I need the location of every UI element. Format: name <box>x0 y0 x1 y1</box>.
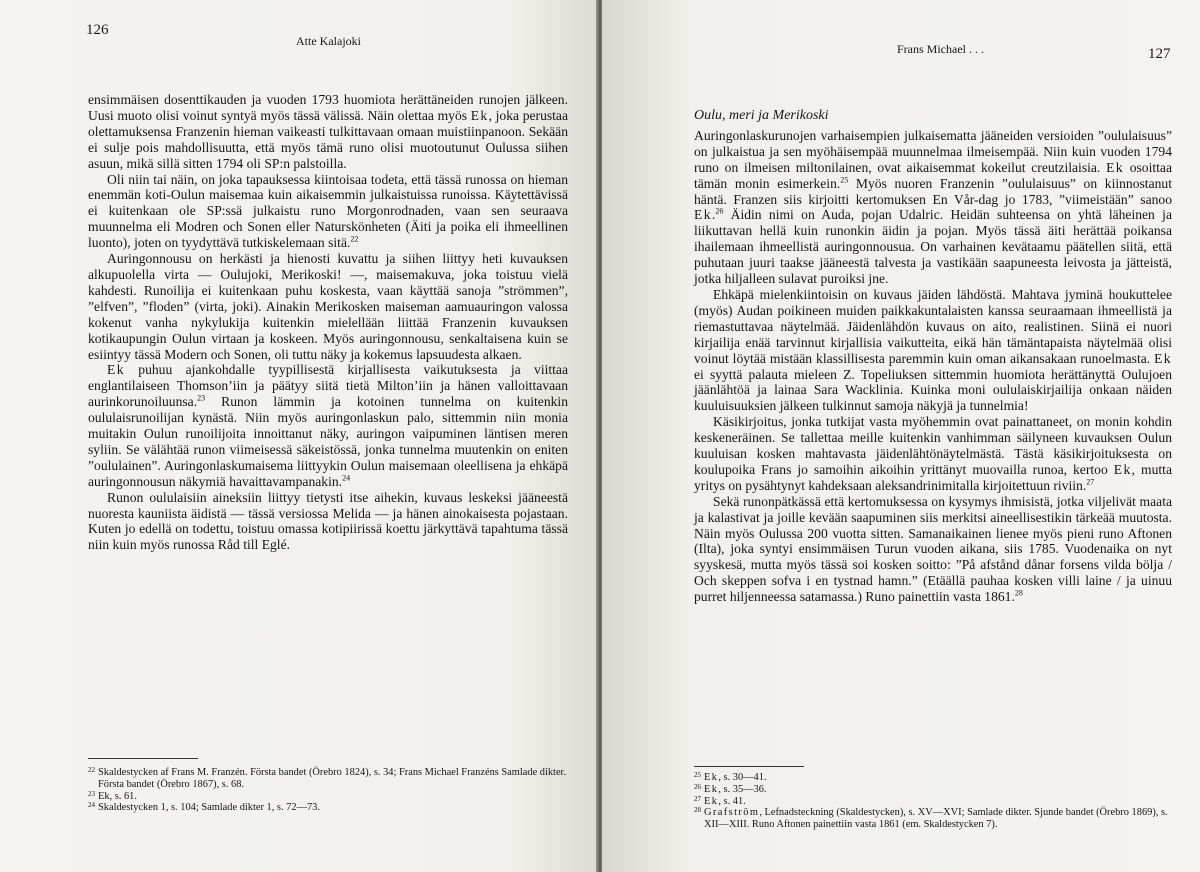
footnote <box>694 772 1172 784</box>
text-run: Oli niin tai näin, on joka tapauksessa kiintoisaa todeta, että tässä runossa on hieman enemmän koti-Oulun maisemaa kuin aikaisemmin julkaistuissa runoissa. Käytettävissä ei kuitenkaan ole SP:ssä julkaistu runo Morgonrodnaden, vaan sen seuraava muunnelma eli Modren och Sonen eller Naturskönheten (Äiti ja poika eli ihmeellinen luonto), joten on tyydyttävä tutkiskelemaan sitä. <box>88 171 568 251</box>
footnote-number: 22 <box>88 766 95 774</box>
footnote-ref: 23 <box>197 393 206 403</box>
spaced-name: Ek <box>107 362 125 378</box>
text-run: , s. 35—36. <box>718 783 767 795</box>
spaced-name: Ek <box>1113 461 1132 477</box>
footnote-ref: 28 <box>1014 588 1023 598</box>
footnote-ref: 25 <box>840 175 849 185</box>
section-title: Oulu, meri ja Merikoski <box>694 108 829 123</box>
text-run: puhuu ajankohdalle tyypillisestä kirjallisesta vaikutuksesta ja viittaa englantilaiseen Thomson’iin ja päätyy siitä tietä Milton’iin ja hänen valloittavaan aurinkorunoiluunsa. <box>88 362 568 410</box>
footnote <box>694 796 1172 808</box>
spaced-name: Ek <box>704 783 719 795</box>
spaced-name: Ek <box>1106 159 1124 175</box>
text-run: Sekä runonpätkässä että kertomuksessa on kysymys ihmisistä, jotka viljelivät maata ja kalastivat ja joille kevään saapuminen siis merkitsi aineellisestikin tärkeää muutosta. Näin myös Oulussa 200 vuotta sitten. Samanaikainen lienee myös pieni runo Aftonen (Ilta), joka syntyi ensimmäisen Turun vuoden aikana, siis 1785. Vuodenaika on nyt syyskesä, mutta myös tässä soi kosken soitto: ”På afstånd dånar forsens vilda bölja / Och skeppen sofva i en tystnad hamn.” (Etäällä pauhaa kosken villi laine / ja uinuu purret hiljenneessa satamassa.) Runo painettiin vasta 1861. <box>694 493 1172 605</box>
footnote-rule <box>694 766 804 767</box>
footnote-text: Skaldestycken 1, s. 104; Samlade dikter 1, s. 72—73. <box>98 802 320 814</box>
running-head: Frans Michael . . . <box>897 42 984 56</box>
text-run: Runon oululaisiin aineksiin liittyy tietysti itse aihekin, kuvaus leskeksi jääneestä nuoresta kauniista äidistä — tässä versiossa Melida — ja hänen ainokaisesta pojastaan. Kuten jo edellä on todettu, toistuu omassa kotipiirissä koettu järkyttävä tapahtuma tässä niin kuin myös runossa Råd till Eglé. <box>88 489 568 553</box>
spaced-name: Ek <box>704 795 719 807</box>
body-column <box>694 108 1172 605</box>
text-run: Myös nuoren Franzenin ”oululaisuus” on kiinnostanut häntä. Franzen siis kirjoitti kertomuksen En Vår-dag jo 1783, ”viimeistään” sanoo <box>694 175 1172 207</box>
text-run: Käsikirjoitus, jonka tutkijat vasta myöhemmin ovat painattaneet, on monin kohdin keskeneräinen. Se tallettaa meille kuitenkin vanhimman säilyneen kuvauksen Oulun kuuluisan kosken mahtavasta jäidenlähtönäytelmästä. Tästä käsikirjoituksesta on koulupoika Frans jo samoihin aikoihin yrittänyt muovailla runoa, kertoo <box>694 414 1172 477</box>
footnote <box>88 791 568 803</box>
text-run: , joka perustaa olettamuksensa Franzenin hieman vaikeasti tulkittavaan omaan muistiinpanoon. Sekään ei sulje pois mahdollisuutta, että myös tämä runo olisi muotoutunut Oulussa siihen asuun, mikä sillä sitten 1794 oli SP:n palstoilla. <box>88 107 568 171</box>
spaced-name: Ek <box>1154 350 1172 366</box>
paragraph <box>88 362 568 489</box>
paragraph <box>88 92 568 172</box>
footnote-number: 27 <box>694 794 701 803</box>
paragraph <box>694 414 1172 494</box>
spaced-name: Ek <box>694 207 712 223</box>
text-run: Runon lämmin ja kotoinen tunnelma on kuitenkin oululaisrunoilijan kynästä. Niin myös auringonlaskun palo, sittemmin niin monia muitakin Oulun runoilijoita innoittanut näky, auringon vaipuminen läntisen meren syliin. Se välähtää runon viimeisessä säkeistössä, jonka tunnelma muutenkin on eniten ”oululainen”. Auringonlaskumaisema liittyykin Oulun maisemaan oleellisena ja ehkäpä auringonnousun näkymiä havaittavampanakin. <box>88 394 568 489</box>
footnote-number: 23 <box>88 789 95 798</box>
paragraph <box>694 128 1172 287</box>
footnotes <box>88 767 568 814</box>
footnote-ref: 24 <box>342 473 351 483</box>
paragraph <box>88 251 568 362</box>
footnote-number: 25 <box>694 771 701 779</box>
right-page <box>602 0 1200 872</box>
spaced-name: Grafström <box>704 807 760 819</box>
text-run: Äidin nimi on Auda, pojan Udalric. Heidän suhteensa on yhtä läheinen ja liikuttavan hellä kuin runonkin äidin ja pojan. Myös tässä äiti herättää poikansa ihailemaan ihmeellistä auringonnousua. On varhainen kevätaamu päätellen siitä, että puhutaan juuri taakse jääneestä talvesta ja vastikään saapuneesta leivosta ja jätteistä, jotka hiljalleen sulavat puroiksi jne. <box>694 207 1172 287</box>
footnote <box>88 767 568 791</box>
footnote <box>694 807 1172 831</box>
left-page <box>0 0 598 872</box>
footnote <box>694 784 1172 796</box>
text-run: . <box>711 207 716 223</box>
footnote-text: Ek, s. 61. <box>98 790 137 802</box>
body-text <box>88 92 568 553</box>
footnote <box>88 802 568 814</box>
footnote-rule <box>88 758 198 759</box>
paragraph <box>694 287 1172 414</box>
text-run: osoittaa tämän monin esimerkein. <box>694 159 1172 191</box>
spaced-name: Ek <box>470 107 489 123</box>
footnote-ref: 26 <box>715 206 724 216</box>
footnote-number: 24 <box>88 801 95 810</box>
footnote-number: 28 <box>694 806 701 815</box>
text-run: , s. 41. <box>718 795 746 807</box>
running-head: Atte Kalajoki <box>296 34 361 48</box>
text-run: , s. 30—41. <box>718 772 767 783</box>
text-run: ensimmäisen dosenttikauden ja vuoden 1793 huomiota herättäneiden runojen jälkeen. Uusi muoto olisi voinut syntyä myös tässä välissä. Näin olettaa myös <box>88 92 568 123</box>
text-run: ei syyttä palauta mieleen Z. Topeliuksen sittemmin huomiota herättänyttä Oulujoen jäänlähtöä ja lainaa Sara Wacklinia. Kuinka moni oululaiskirjailija onkaan näiden kuuluisuuksien jälkeen tulkinnut samoja näkyjä ja tunnelmia! <box>694 366 1172 414</box>
page-number: 127 <box>1148 46 1171 62</box>
page-number: 126 <box>86 22 109 38</box>
text-run: Auringonlaskurunojen varhaisempien julkaisematta jääneiden versioiden ”oululaisuus” on julkaistua ja sen myöhäisempää muunnelmaa ilmeisempää. Niin kuin vuoden 1794 runo on ilmeisen miltonilainen, ovat aikaisemmat kokeilut creutzilaisia. <box>694 127 1172 175</box>
text-run: Ehkäpä mielenkiintoisin on kuvaus jäiden lähdöstä. Mahtava jyminä houkuttelee (myös) Audan poikineen muiden paikkakuntalaisten kanssa seuraamaan ihmeellistä ja riemastuttavaa näytelmää. Jäidenlähdön kuvaus on aito, realistinen. Siinä ei nuori kirjailija enää tarvinnut kirjallisia vaikutteita, eikä hän tämäntapaista näytelmää olisi voinut löytää mistään klassillisesta paremmin kuin oman aikansakaan runoelmasta. <box>694 286 1172 366</box>
text-run: , Lefnadsteckning (Skaldestycken), s. XV—XVI; Samlade dikter. Sjunde bandet (Örebro 1869), s. XII—XIII. Runo Aftonen painettiin vasta 1861 (em. Skaldestycken 7). <box>704 807 1168 831</box>
text-run: Auringonnousu on herkästi ja hienosti kuvattu ja siihen liittyy heti kuvauksen alkupuolella virta — Oulujoki, Merikoski! —, maisemakuva, joka toistuu vielä kahdesti. Runoilija ei kuitenkaan puhu koskesta, vaan käyttää sanoja ”strömmen”, ”elfven”, ”floden” (virta, joki). Ainakin Merikosken maiseman aamuauringon valossa kokenut vanha nykylukija kuitenkin mielellään liittää Franzenin kuvauksen kotikaupungin Oulun virtaan ja koskeen. Myös auringonnousu, senkaltaisena kuin se esiintyy tässä Modern och Sonen, oli tuttu näky ja kokemus lapsuudesta alkaen. <box>88 251 568 362</box>
paragraph <box>88 172 568 252</box>
footnote-ref: 27 <box>1086 477 1095 487</box>
footnote-number: 26 <box>694 782 701 791</box>
spaced-name: Ek <box>704 772 719 783</box>
body-text <box>694 128 1172 605</box>
paragraph <box>88 490 568 554</box>
footnotes <box>694 772 1172 831</box>
text-run: , mutta yritys on pysähtynyt kahdeksaan aleksandrinimitalla kirjoitettuun riviin. <box>694 461 1172 493</box>
paragraph <box>694 494 1172 605</box>
footnote-text: Skaldestycken af Frans M. Franzén. Första bandet (Örebro 1824), s. 34; Frans Michael Franzéns Samlade dikter. Första bandet (Örebro 1867), s. 68. <box>98 767 567 790</box>
footnote-ref: 22 <box>350 234 359 244</box>
